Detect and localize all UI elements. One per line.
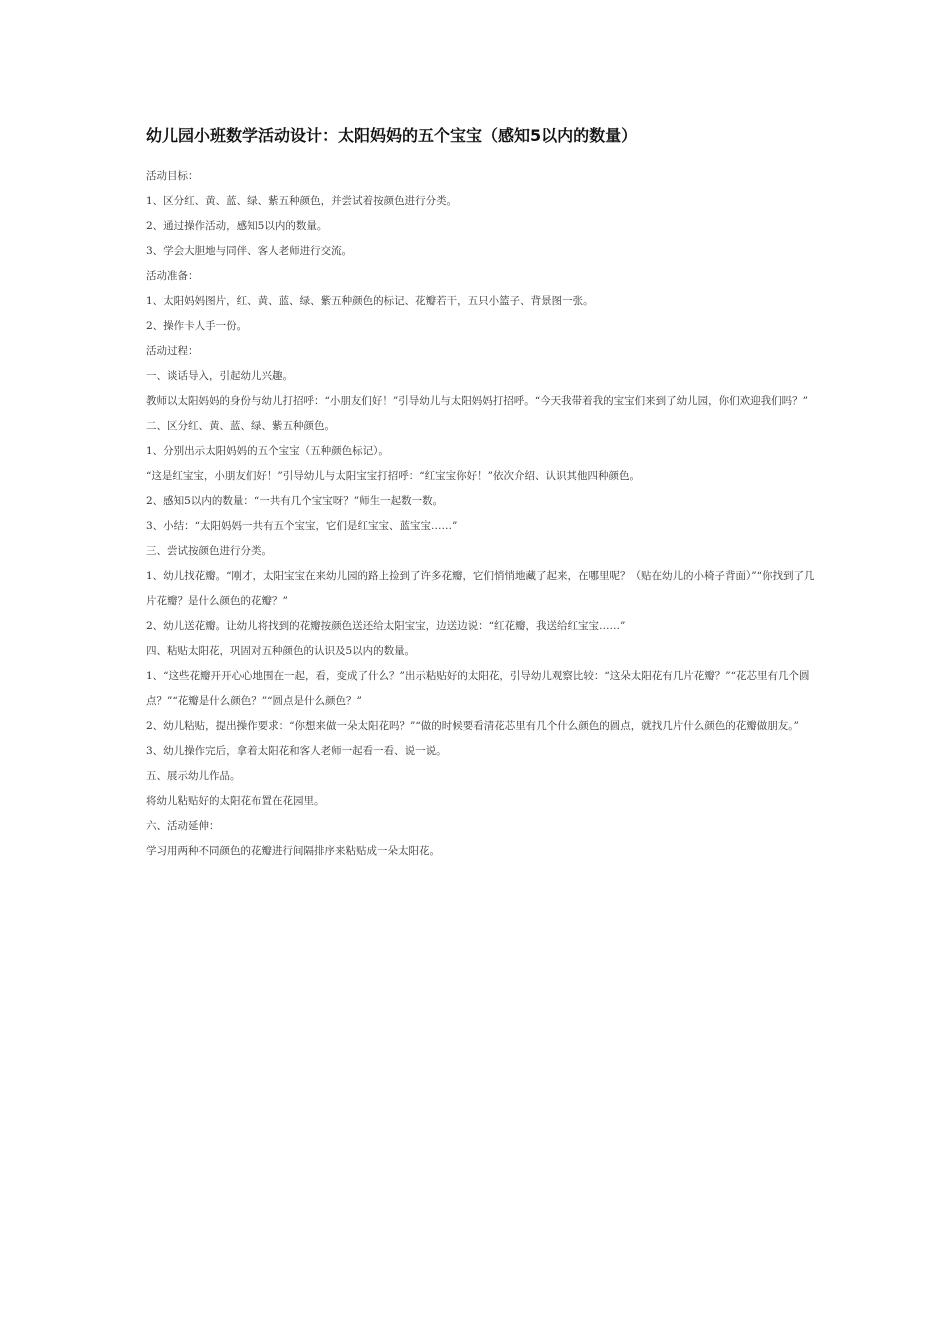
paragraph: 1、太阳妈妈图片，红、黄、蓝、绿、紫五种颜色的标记、花瓣若干，五只小篮子、背景图一张。 <box>146 295 594 307</box>
paragraph: 活动准备： <box>146 270 199 282</box>
paragraph: “这是红宝宝，小朋友们好！”引导幼儿与太阳宝宝打招呼：“红宝宝你好！”依次介绍、认识其他四种颜色。 <box>146 470 640 482</box>
paragraph: 3、幼儿操作完后，拿着太阳花和客人老师一起看一看、说一说。 <box>146 745 447 757</box>
paragraph: 活动过程： <box>146 345 199 357</box>
paragraph: 1、区分红、黄、蓝、绿、紫五种颜色，并尝试着按颜色进行分类。 <box>146 195 458 207</box>
paragraph: 教师以太阳妈妈的身份与幼儿打招呼：“小朋友们好！”引导幼儿与太阳妈妈打招呼。“今天我带着我的宝宝们来到了幼儿园，你们欢迎我们吗？” <box>146 395 808 407</box>
paragraph: 四、粘贴太阳花，巩固对五种颜色的认识及5以内的数量。 <box>146 645 416 657</box>
paragraph: 三、尝试按颜色进行分类。 <box>146 545 272 557</box>
paragraph: 将幼儿粘贴好的太阳花布置在花园里。 <box>146 795 325 807</box>
paragraph: 1、幼儿找花瓣。“刚才，太阳宝宝在来幼儿园的路上捡到了许多花瓣，它们悄悄地藏了起来，在哪里呢？（贴在幼儿的小椅子背面）”“你找到了几片花瓣？是什么颜色的花瓣？” <box>146 570 815 607</box>
paragraph: 五、展示幼儿作品。 <box>146 770 241 782</box>
paragraph: 二、区分红、黄、蓝、绿、紫五种颜色。 <box>146 420 335 432</box>
paragraph: 学习用两种不同颜色的花瓣进行间隔排序来粘贴成一朵太阳花。 <box>146 845 440 857</box>
paragraph: 一、谈话导入，引起幼儿兴趣。 <box>146 370 293 382</box>
paragraph-list <box>146 164 816 864</box>
page-title: 幼儿园小班数学活动设计：太阳妈妈的五个宝宝（感知5以内的数量） <box>146 126 638 145</box>
paragraph: 六、活动延伸： <box>146 820 220 832</box>
paragraph: 2、感知5以内的数量：“一共有几个宝宝呀？”师生一起数一数。 <box>146 495 444 507</box>
paragraph: 2、幼儿粘贴，提出操作要求：“你想来做一朵太阳花吗？”“做的时候要看清花芯里有几个什么颜色的圆点，就找几片什么颜色的花瓣做朋友。” <box>146 720 799 732</box>
paragraph: 3、学会大胆地与同伴、客人老师进行交流。 <box>146 245 353 257</box>
paragraph: 2、通过操作活动，感知5以内的数量。 <box>146 220 328 232</box>
paragraph: 3、小结：“太阳妈妈一共有五个宝宝，它们是红宝宝、蓝宝宝……” <box>146 520 458 532</box>
paragraph: 1、“这些花瓣开开心心地围在一起，看，变成了什么？”出示粘贴好的太阳花，引导幼儿观察比较：“这朵太阳花有几片花瓣？”“花芯里有几个圆点？”“花瓣是什么颜色？”“圆点是什么颜色？” <box>146 670 810 707</box>
paragraph: 2、幼儿送花瓣。让幼儿将找到的花瓣按颜色送还给太阳宝宝，边送边说：“红花瓣，我送给红宝宝……” <box>146 620 626 632</box>
document-body <box>146 124 816 864</box>
paragraph: 2、操作卡人手一份。 <box>146 320 248 332</box>
paragraph: 1、分别出示太阳妈妈的五个宝宝（五种颜色标记）。 <box>146 445 389 457</box>
paragraph: 活动目标： <box>146 170 199 182</box>
